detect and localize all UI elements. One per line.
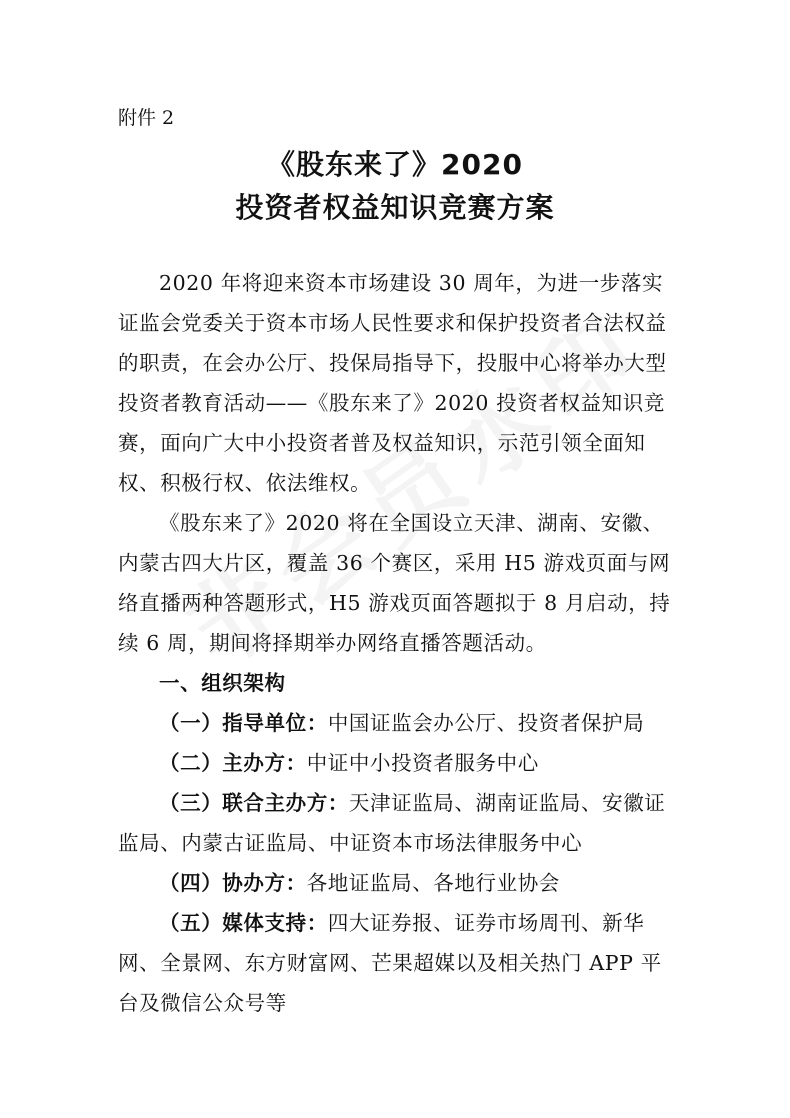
organization-item — [118, 703, 678, 743]
item-label: （四）协办方： — [159, 871, 307, 895]
item-text: 四大证券报、证券市场周刊、新华网、全景网、东方财富网、芒果超媒以及相关热门 APP 平台及微信公众号等 — [118, 911, 662, 1015]
item-label: （一）指导单位： — [159, 711, 328, 735]
item-text: 中证中小投资者服务中心 — [306, 751, 539, 775]
item-label: （二）主办方： — [159, 751, 307, 775]
organization-item — [118, 743, 678, 783]
document-title-line-1: 《股东来了》2020 — [267, 148, 523, 181]
item-text: 各地证监局、各地行业协会 — [306, 871, 560, 895]
intro-paragraph: 2020 年将迎来资本市场建设 30 周年，为进一步落实证监会党委关于资本市场人民性要求和保护投资者合法权益的职责，在会办公厅、投保局指导下，投服中心将举办大型投资者教育活动——《股东来了》2020 投资者权益知识竞赛，面向广大中小投资者普及权益知识，示范引领全面知权、积极行权、依法维权。 — [118, 271, 667, 495]
item-text: 天津证监局、湖南证监局、安徽证监局、内蒙古证监局、中证资本市场法律服务中心 — [118, 791, 666, 855]
regions-paragraph: 《股东来了》2020 将在全国设立天津、湖南、安徽、内蒙古四大片区，覆盖 36 个赛区，采用 H5 游戏页面与网络直播两种答题形式，H5 游戏页面答题拟于 8 月启动，持续 6 周，期间将择期举办网络直播答题活动。 — [118, 511, 671, 655]
organization-item — [118, 903, 678, 1023]
item-label: （五）媒体支持： — [159, 911, 328, 935]
item-text: 中国证监会办公厅、投资者保护局 — [327, 711, 645, 735]
item-label: （三）联合主办方： — [159, 791, 349, 815]
document-title-line-2: 投资者权益知识竞赛方案 — [235, 191, 555, 224]
attachment-label: 附件 2 — [118, 107, 175, 129]
section-heading-organization: 一、组织架构 — [159, 671, 286, 695]
organization-item — [118, 783, 678, 863]
organization-item — [118, 863, 678, 903]
document-body — [118, 263, 678, 1023]
